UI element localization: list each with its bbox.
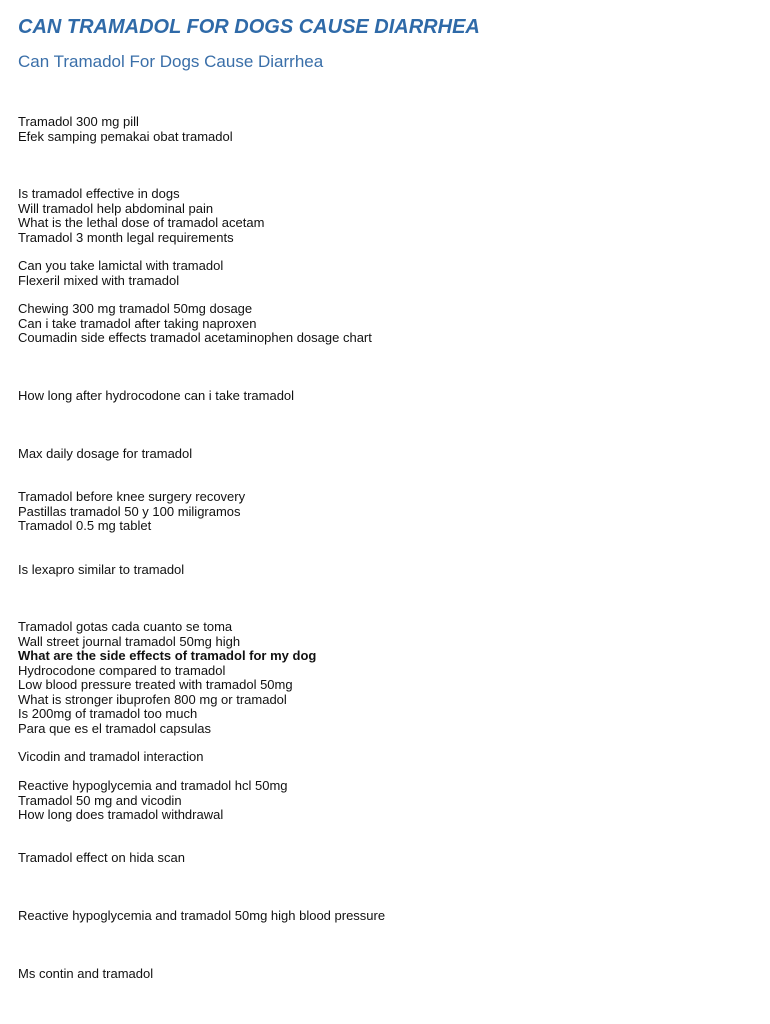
list-item: Tramadol 0.5 mg tablet: [18, 518, 152, 533]
page-title: CAN TRAMADOL FOR DOGS CAUSE DIARRHEA: [18, 16, 480, 38]
list-item: How long after hydrocodone can i take tramadol: [18, 388, 295, 403]
list-item: Tramadol 3 month legal requirements: [18, 229, 234, 245]
document-page: [18, 14, 758, 74]
list-item: Tramadol 50 mg and vicodin: [18, 792, 182, 808]
list-item: Efek samping pemakai obat tramadol: [18, 128, 233, 144]
list-item: Is 200mg of tramadol too much: [18, 706, 198, 721]
list-item: Tramadol effect on hida scan: [18, 850, 185, 865]
list-item: Coumadin side effects tramadol acetaminophen dosage chart: [18, 330, 372, 345]
list-item: Chewing 300 mg tramadol 50mg dosage: [18, 301, 253, 316]
list-item: Para que es el tramadol capsulas: [18, 720, 211, 736]
list-item: Wall street journal tramadol 50mg high: [18, 633, 241, 649]
list-item: Is lexapro similar to tramadol: [18, 562, 185, 577]
list-item: Hydrocodone compared to tramadol: [18, 662, 226, 678]
list-item: Can you take lamictal with tramadol: [18, 258, 224, 273]
list-item: What is the lethal dose of tramadol acetam: [18, 215, 265, 230]
page-subtitle: Can Tramadol For Dogs Cause Diarrhea: [18, 52, 324, 71]
list-item: Reactive hypoglycemia and tramadol hcl 50mg: [18, 778, 288, 793]
list-item: Tramadol 300 mg pill: [18, 114, 139, 129]
list-item: Max daily dosage for tramadol: [18, 446, 193, 461]
list-item: Low blood pressure treated with tramadol 50mg: [18, 677, 293, 692]
list-item: How long does tramadol withdrawal: [18, 807, 224, 822]
list-item: Vicodin and tramadol interaction: [18, 749, 204, 764]
list-item: Pastillas tramadol 50 y 100 miligramos: [18, 503, 241, 519]
list-item: What are the side effects of tramadol for my dog: [18, 648, 317, 663]
list-item: Will tramadol help abdominal pain: [18, 200, 214, 216]
list-item: Flexeril mixed with tramadol: [18, 272, 180, 288]
list-item: Tramadol before knee surgery recovery: [18, 489, 246, 504]
list-item: What is stronger ibuprofen 800 mg or tramadol: [18, 691, 287, 707]
list-item: Reactive hypoglycemia and tramadol 50mg high blood pressure: [18, 908, 386, 923]
list-item: Ms contin and tramadol: [18, 966, 154, 981]
list-item: Can i take tramadol after taking naproxen: [18, 315, 257, 331]
list-item: Is tramadol effective in dogs: [18, 186, 180, 201]
list-item: Tramadol gotas cada cuanto se toma: [18, 619, 233, 634]
